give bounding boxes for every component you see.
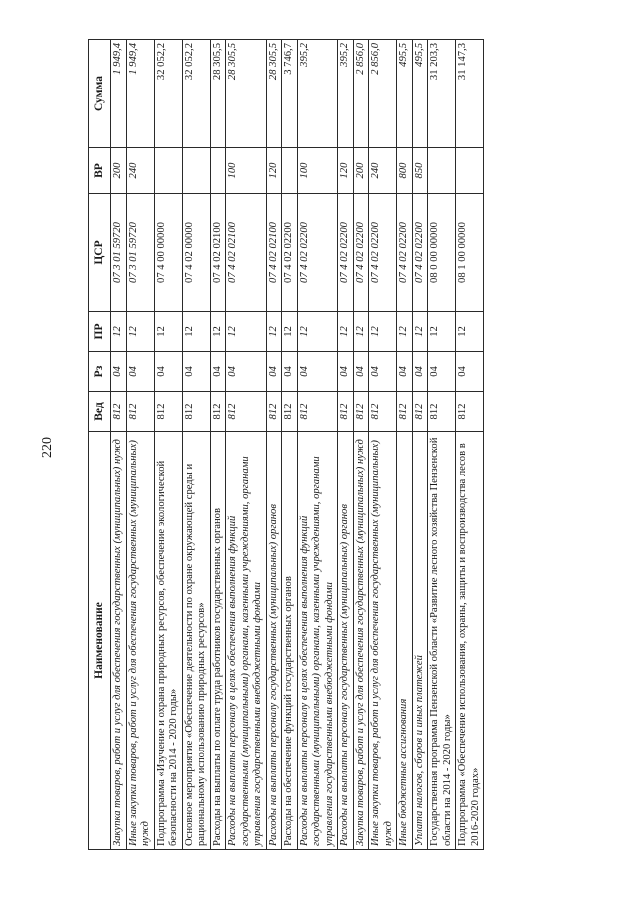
table-row [456, 40, 484, 850]
cell-csr: 07 3 01 59720 [126, 194, 154, 312]
cell-vr [456, 148, 484, 194]
page-number: 220 [40, 437, 55, 458]
table-row [111, 40, 127, 850]
cell-vr [210, 148, 226, 194]
cell-csr: 07 4 00 00000 [154, 194, 182, 312]
cell-rz: 04 [397, 352, 413, 392]
cell-name: Расходы на выплаты персоналу в целях обеспечения выполнения функций государственными (муниципальными) органами, казенными учреждениями, органами управления государственными внебюджетными фондами [297, 432, 338, 850]
header-csr: ЦСР [89, 194, 111, 312]
cell-name: Расходы на выплаты по оплате труда работников государственных органов [210, 432, 226, 850]
cell-name: Государственная программа Пензенской области «Развитие лесного хозяйства Пензенской области на 2014 - 2020 годы» [428, 432, 456, 850]
cell-rz: 04 [266, 352, 282, 392]
table-row [369, 40, 397, 850]
cell-csr: 08 1 00 00000 [456, 194, 484, 312]
cell-rz: 04 [126, 352, 154, 392]
cell-ved: 812 [338, 392, 354, 432]
table-row [266, 40, 282, 850]
table-row [428, 40, 456, 850]
header-vr: ВР [89, 148, 111, 194]
table-row [297, 40, 338, 850]
table-row [226, 40, 267, 850]
cell-vr: 240 [126, 148, 154, 194]
cell-pr: 12 [266, 312, 282, 352]
cell-sum: 3 746,7 [282, 40, 298, 148]
table-row [182, 40, 210, 850]
table-row [282, 40, 298, 850]
cell-rz: 04 [338, 352, 354, 392]
rotated-page-content [88, 40, 528, 850]
cell-pr: 12 [412, 312, 428, 352]
cell-ved: 812 [282, 392, 298, 432]
cell-name: Подпрограмма «Изучение и охрана природных ресурсов, обеспечение экологической безопасности на 2014 - 2020 годы» [154, 432, 182, 850]
cell-rz: 04 [210, 352, 226, 392]
cell-sum: 28 305,5 [210, 40, 226, 148]
cell-ved: 812 [266, 392, 282, 432]
table-row [353, 40, 369, 850]
cell-csr: 07 4 02 02200 [338, 194, 354, 312]
cell-csr: 07 4 02 02100 [266, 194, 282, 312]
cell-vr [154, 148, 182, 194]
cell-csr: 07 4 02 02200 [353, 194, 369, 312]
cell-ved: 812 [412, 392, 428, 432]
cell-rz: 04 [226, 352, 267, 392]
cell-csr: 07 4 02 02100 [210, 194, 226, 312]
cell-vr: 120 [266, 148, 282, 194]
cell-name: Уплата налогов, сборов и иных платежей [412, 432, 428, 850]
table-row [210, 40, 226, 850]
cell-ved: 812 [456, 392, 484, 432]
cell-vr [182, 148, 210, 194]
cell-sum: 495,5 [397, 40, 413, 148]
cell-sum: 32 052,2 [154, 40, 182, 148]
cell-vr: 200 [353, 148, 369, 194]
cell-ved: 812 [111, 392, 127, 432]
cell-pr: 12 [456, 312, 484, 352]
cell-ved: 812 [210, 392, 226, 432]
cell-name: Расходы на выплаты персоналу в целях обеспечения выполнения функций государственными (муниципальными) органами, казенными учреждениями, органами управления государственными внебюджетными фондами [226, 432, 267, 850]
cell-ved: 812 [126, 392, 154, 432]
cell-csr: 07 4 02 02200 [282, 194, 298, 312]
cell-pr: 12 [369, 312, 397, 352]
cell-pr: 12 [297, 312, 338, 352]
cell-sum: 1 949,4 [111, 40, 127, 148]
cell-name: Основное мероприятие «Обеспечение деятельности по охране окружающей среды и рациональному использованию природных ресурсов» [182, 432, 210, 850]
cell-vr: 100 [226, 148, 267, 194]
cell-rz: 04 [282, 352, 298, 392]
table-row [397, 40, 413, 850]
cell-vr: 240 [369, 148, 397, 194]
cell-sum: 395,2 [338, 40, 354, 148]
cell-name: Подпрограмма «Обеспечение использования, охраны, защиты и воспроизводства лесов в 2016-2020 годах» [456, 432, 484, 850]
cell-csr: 07 4 02 02200 [412, 194, 428, 312]
cell-name: Иные закупки товаров, работ и услуг для обеспечения государственных (муниципальных) нужд [126, 432, 154, 850]
cell-rz: 04 [353, 352, 369, 392]
cell-rz: 04 [428, 352, 456, 392]
cell-rz: 04 [456, 352, 484, 392]
table-row [412, 40, 428, 850]
cell-sum: 395,2 [297, 40, 338, 148]
cell-vr [282, 148, 298, 194]
cell-pr: 12 [210, 312, 226, 352]
table-row [338, 40, 354, 850]
table-header-row [89, 40, 111, 850]
cell-sum: 2 856,0 [353, 40, 369, 148]
header-sum: Сумма [89, 40, 111, 148]
cell-rz: 04 [412, 352, 428, 392]
cell-vr: 800 [397, 148, 413, 194]
cell-ved: 812 [428, 392, 456, 432]
cell-rz: 04 [182, 352, 210, 392]
cell-pr: 12 [226, 312, 267, 352]
cell-pr: 12 [182, 312, 210, 352]
cell-vr: 850 [412, 148, 428, 194]
cell-pr: 12 [282, 312, 298, 352]
cell-sum: 31 147,3 [456, 40, 484, 148]
cell-vr: 200 [111, 148, 127, 194]
cell-pr: 12 [154, 312, 182, 352]
cell-name: Иные бюджетные ассигнования [397, 432, 413, 850]
cell-name: Закупка товаров, работ и услуг для обеспечения государственных (муниципальных) нужд [111, 432, 127, 850]
cell-pr: 12 [353, 312, 369, 352]
cell-vr [428, 148, 456, 194]
cell-pr: 12 [397, 312, 413, 352]
cell-csr: 07 4 02 02200 [369, 194, 397, 312]
cell-ved: 812 [182, 392, 210, 432]
budget-table [88, 39, 484, 850]
cell-vr: 120 [338, 148, 354, 194]
cell-ved: 812 [353, 392, 369, 432]
cell-pr: 12 [111, 312, 127, 352]
header-pr: ПР [89, 312, 111, 352]
cell-name: Закупка товаров, работ и услуг для обеспечения государственных (муниципальных) нужд [353, 432, 369, 850]
cell-pr: 12 [338, 312, 354, 352]
cell-sum: 28 305,5 [226, 40, 267, 148]
cell-csr: 07 4 02 02100 [226, 194, 267, 312]
cell-csr: 07 4 02 00000 [182, 194, 210, 312]
table-row [154, 40, 182, 850]
cell-sum: 495,5 [412, 40, 428, 148]
cell-name: Расходы на обеспечение функций государственных органов [282, 432, 298, 850]
header-rz: Рз [89, 352, 111, 392]
cell-sum: 31 203,3 [428, 40, 456, 148]
cell-ved: 812 [226, 392, 267, 432]
cell-name: Расходы на выплаты персоналу государственных (муниципальных) органов [338, 432, 354, 850]
cell-csr: 08 0 00 00000 [428, 194, 456, 312]
cell-csr: 07 4 02 02200 [397, 194, 413, 312]
cell-ved: 812 [154, 392, 182, 432]
cell-pr: 12 [126, 312, 154, 352]
cell-name: Расходы на выплаты персоналу государственных (муниципальных) органов [266, 432, 282, 850]
cell-rz: 04 [111, 352, 127, 392]
cell-sum: 32 052,2 [182, 40, 210, 148]
cell-sum: 1 949,4 [126, 40, 154, 148]
cell-rz: 04 [297, 352, 338, 392]
cell-ved: 812 [397, 392, 413, 432]
cell-sum: 2 856,0 [369, 40, 397, 148]
cell-csr: 07 4 02 02200 [297, 194, 338, 312]
table-row [126, 40, 154, 850]
cell-rz: 04 [154, 352, 182, 392]
cell-name: Иные закупки товаров, работ и услуг для обеспечения государственных (муниципальных) нужд [369, 432, 397, 850]
cell-ved: 812 [297, 392, 338, 432]
header-name: Наименование [89, 432, 111, 850]
cell-vr: 100 [297, 148, 338, 194]
cell-csr: 07 3 01 59720 [111, 194, 127, 312]
cell-pr: 12 [428, 312, 456, 352]
cell-sum: 28 305,5 [266, 40, 282, 148]
cell-ved: 812 [369, 392, 397, 432]
cell-rz: 04 [369, 352, 397, 392]
header-ved: Вед [89, 392, 111, 432]
